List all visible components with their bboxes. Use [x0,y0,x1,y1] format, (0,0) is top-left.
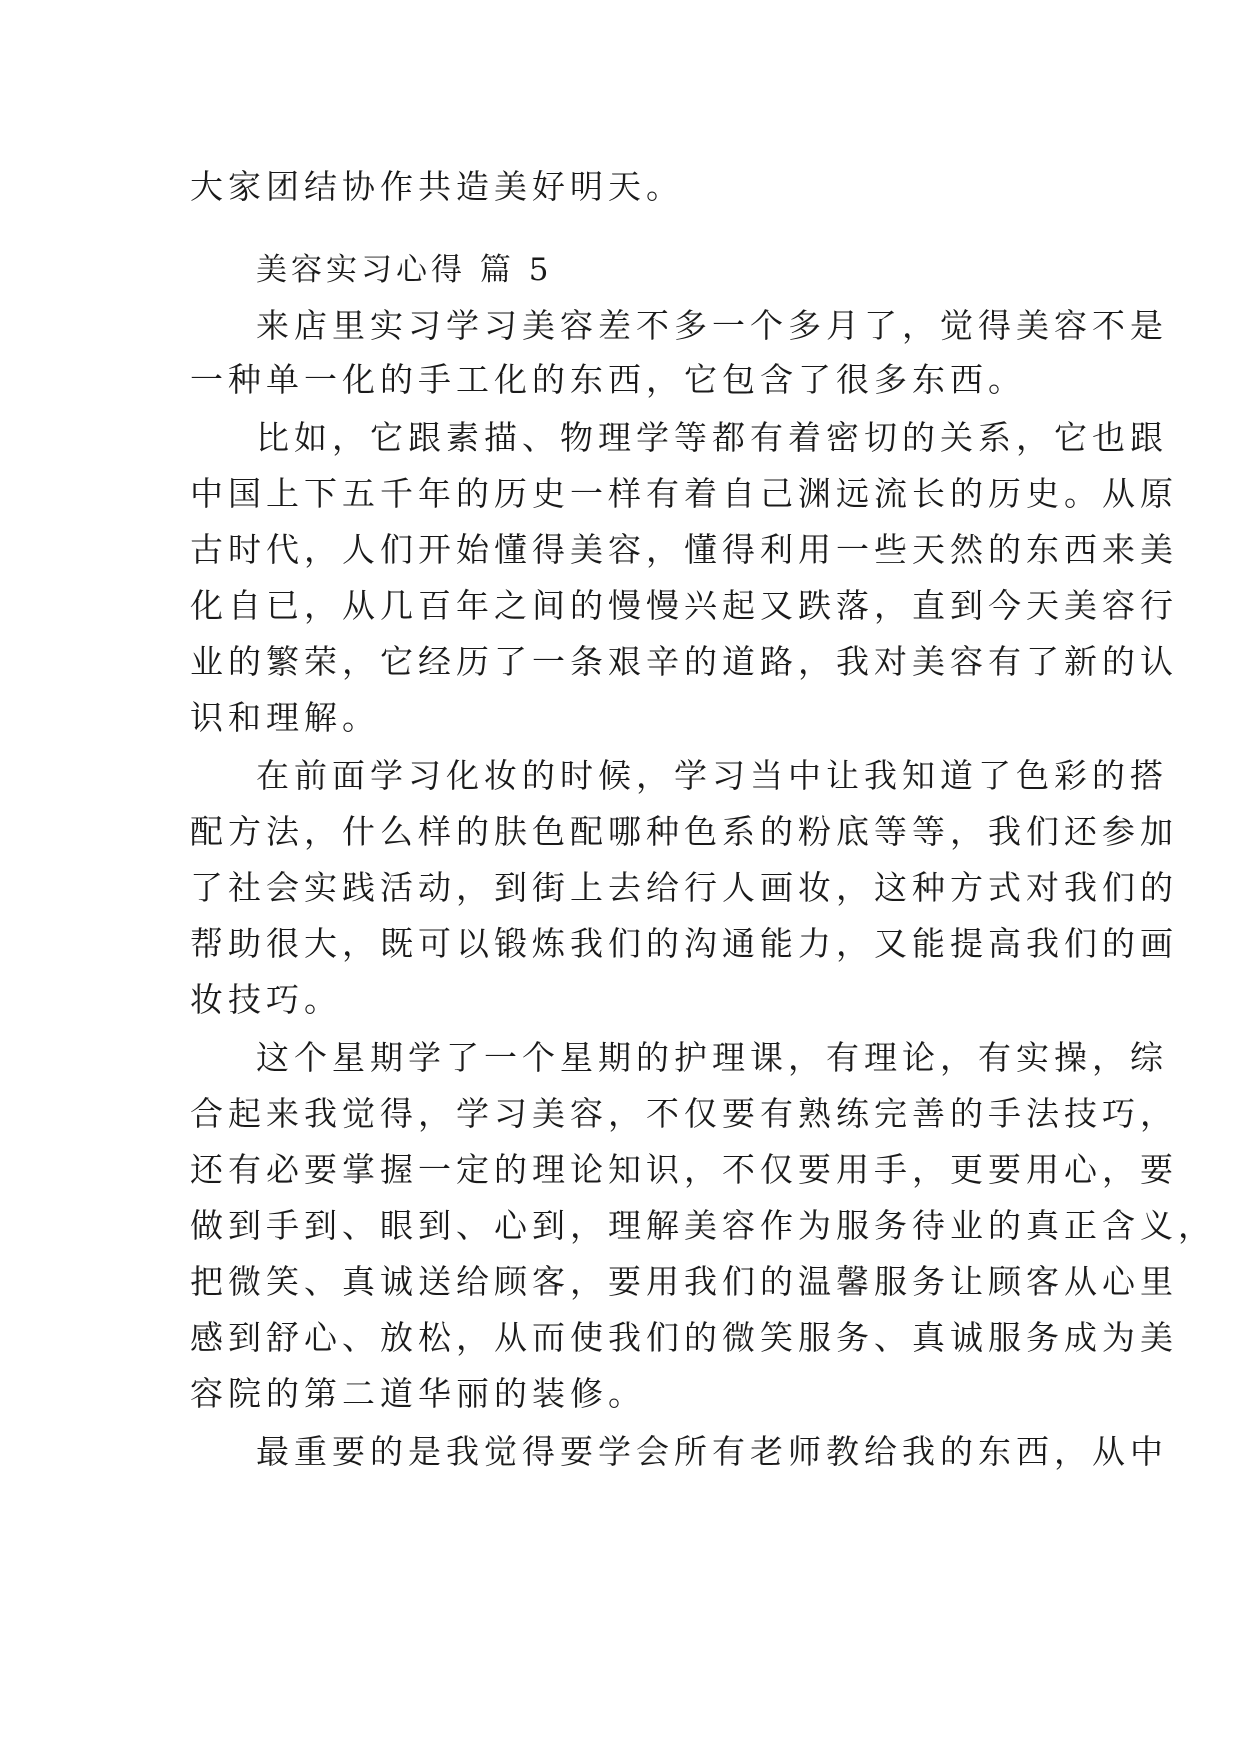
section-heading: 美容实习心得 篇 5 [256,252,553,288]
text-line: 在前面学习化妆的时候，学习当中让我知道了色彩的搭 [256,756,1168,795]
text-line: 容院的第二道华丽的装修。 [190,1374,646,1413]
text-line: 最重要的是我觉得要学会所有老师教给我的东西，从中 [256,1432,1168,1471]
text-line: 来店里实习学习美容差不多一个多月了，觉得美容不是 [256,306,1168,345]
text-line: 大家团结协作共造美好明天。 [190,167,684,206]
text-line: 识和理解。 [190,698,380,737]
text-line: 帮助很大，既可以锻炼我们的沟通能力，又能提高我们的画 [190,924,1178,963]
text-line: 把微笑、真诚送给顾客，要用我们的温馨服务让顾客从心里 [190,1262,1178,1301]
text-line: 比如，它跟素描、物理学等都有着密切的关系，它也跟 [256,418,1168,457]
text-line: 合起来我觉得，学习美容，不仅要有熟练完善的手法技巧， [190,1094,1178,1133]
text-line: 业的繁荣，它经历了一条艰辛的道路，我对美容有了新的认 [190,642,1178,681]
text-line: 还有必要掌握一定的理论知识，不仅要用手，更要用心，要 [190,1150,1178,1189]
text-line: 古时代，人们开始懂得美容，懂得利用一些天然的东西来美 [190,530,1178,569]
text-line: 这个星期学了一个星期的护理课，有理论，有实操，综 [256,1038,1168,1077]
text-line: 了社会实践活动，到街上去给行人画妆，这种方式对我们的 [190,868,1178,907]
text-line: 妆技巧。 [190,980,342,1019]
text-line: 中国上下五千年的历史一样有着自己渊远流长的历史。从原 [190,474,1178,513]
text-line: 做到手到、眼到、心到，理解美容作为服务待业的真正含义， [190,1206,1216,1245]
text-line: 配方法，什么样的肤色配哪种色系的粉底等等，我们还参加 [190,812,1178,851]
text-line: 感到舒心、放松，从而使我们的微笑服务、真诚服务成为美 [190,1318,1178,1357]
text-line: 化自已，从几百年之间的慢慢兴起又跌落，直到今天美容行 [190,586,1178,625]
text-line: 一种单一化的手工化的东西，它包含了很多东西。 [190,360,1026,399]
